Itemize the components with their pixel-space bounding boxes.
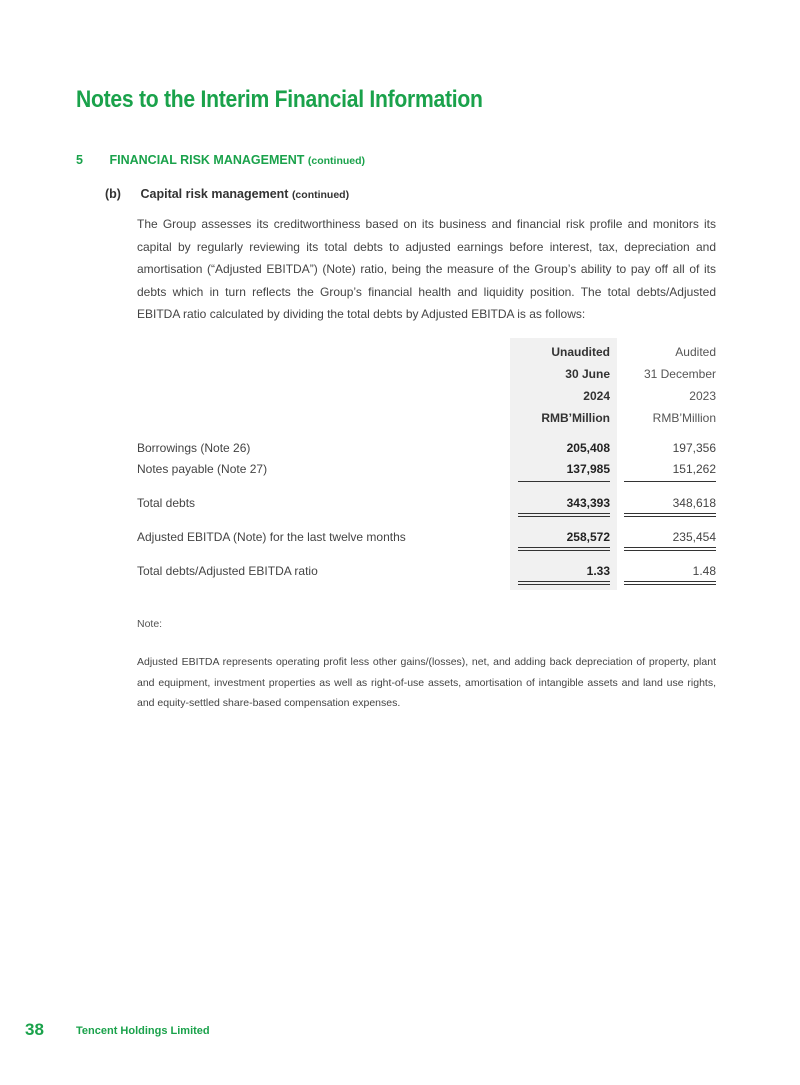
page-number: 38 [25, 1020, 44, 1039]
row-label-ratio: Total debts/Adjusted EBITDA ratio [137, 564, 318, 578]
page-title: Notes to the Interim Financial Information [76, 86, 483, 113]
double-rule-top [518, 581, 610, 582]
row-adjusted-ebitda-2023: 235,454 [672, 530, 716, 544]
section-suffix: (continued) [307, 155, 366, 167]
double-rule-bottom [624, 516, 716, 517]
row-label-notes-payable: Notes payable (Note 27) [137, 462, 268, 476]
subtotal-rule [518, 481, 610, 482]
row-borrowings-2024: 205,408 [566, 441, 610, 455]
col1-year: 2024 [583, 389, 610, 403]
section-title: FINANCIAL RISK MANAGEMENT [109, 153, 305, 167]
col1-status: Unaudited [551, 345, 610, 359]
row-borrowings-2023: 197,356 [672, 441, 716, 455]
col1-date: 30 June [565, 367, 610, 381]
subsection-title: Capital risk management [140, 187, 289, 201]
col2-status: Audited [675, 345, 716, 359]
col1-unit: RMB’Million [541, 411, 610, 425]
subsection-suffix: (continued) [291, 189, 350, 201]
body-paragraph: The Group assesses its creditworthiness based on its business and financial risk profile and monitors its capital by regularly reviewing its total debts to adjusted earnings before interest, tax, depreciation and amortisation (“Adjusted EBITDA”) (Note) ratio, being the measure of the Group’s ability to pay off all of its debts which in turn reflects the Group’s financial health and liquidity position. The total debts/Adjusted EBITDA ratio calculated by dividing the total debts by Adjusted EBITDA is as follows: [137, 217, 716, 322]
row-label-adjusted-ebitda: Adjusted EBITDA (Note) for the last twelve months [137, 530, 406, 544]
row-ratio-2024: 1.33 [586, 564, 610, 578]
double-rule-bottom [518, 584, 610, 585]
row-adjusted-ebitda-2024: 258,572 [566, 530, 610, 544]
subsection-heading [105, 187, 349, 201]
company-name: Tencent Holdings Limited [76, 1025, 210, 1037]
subtotal-rule [624, 481, 716, 482]
double-rule-top [624, 581, 716, 582]
note-label: Note: [137, 618, 163, 630]
row-label-borrowings: Borrowings (Note 26) [137, 441, 251, 455]
note-text: Adjusted EBITDA represents operating profit less other gains/(losses), net, and adding back depreciation of property, plant and equipment, investment properties as well as right-of-use assets, amortisation of intangible assets and land use rights, and equity-settled share-based compensation expenses. [137, 656, 716, 709]
section-heading [76, 153, 365, 167]
double-rule-top [518, 547, 610, 548]
double-rule-top [624, 513, 716, 514]
double-rule-bottom [518, 550, 610, 551]
double-rule-top [624, 547, 716, 548]
row-notes-payable-2023: 151,262 [672, 462, 716, 476]
row-label-total-debts: Total debts [137, 496, 196, 510]
row-total-debts-2024: 343,393 [566, 496, 610, 510]
double-rule-bottom [624, 550, 716, 551]
row-ratio-2023: 1.48 [692, 564, 716, 578]
col2-date: 31 December [643, 367, 716, 381]
double-rule-top [518, 513, 610, 514]
double-rule-bottom [624, 584, 716, 585]
double-rule-bottom [518, 516, 610, 517]
row-total-debts-2023: 348,618 [672, 496, 716, 510]
section-number: 5 [76, 153, 83, 167]
col2-year: 2023 [689, 389, 716, 403]
subsection-label: (b) [105, 187, 121, 201]
col2-unit: RMB’Million [652, 411, 716, 425]
row-notes-payable-2024: 137,985 [566, 462, 610, 476]
